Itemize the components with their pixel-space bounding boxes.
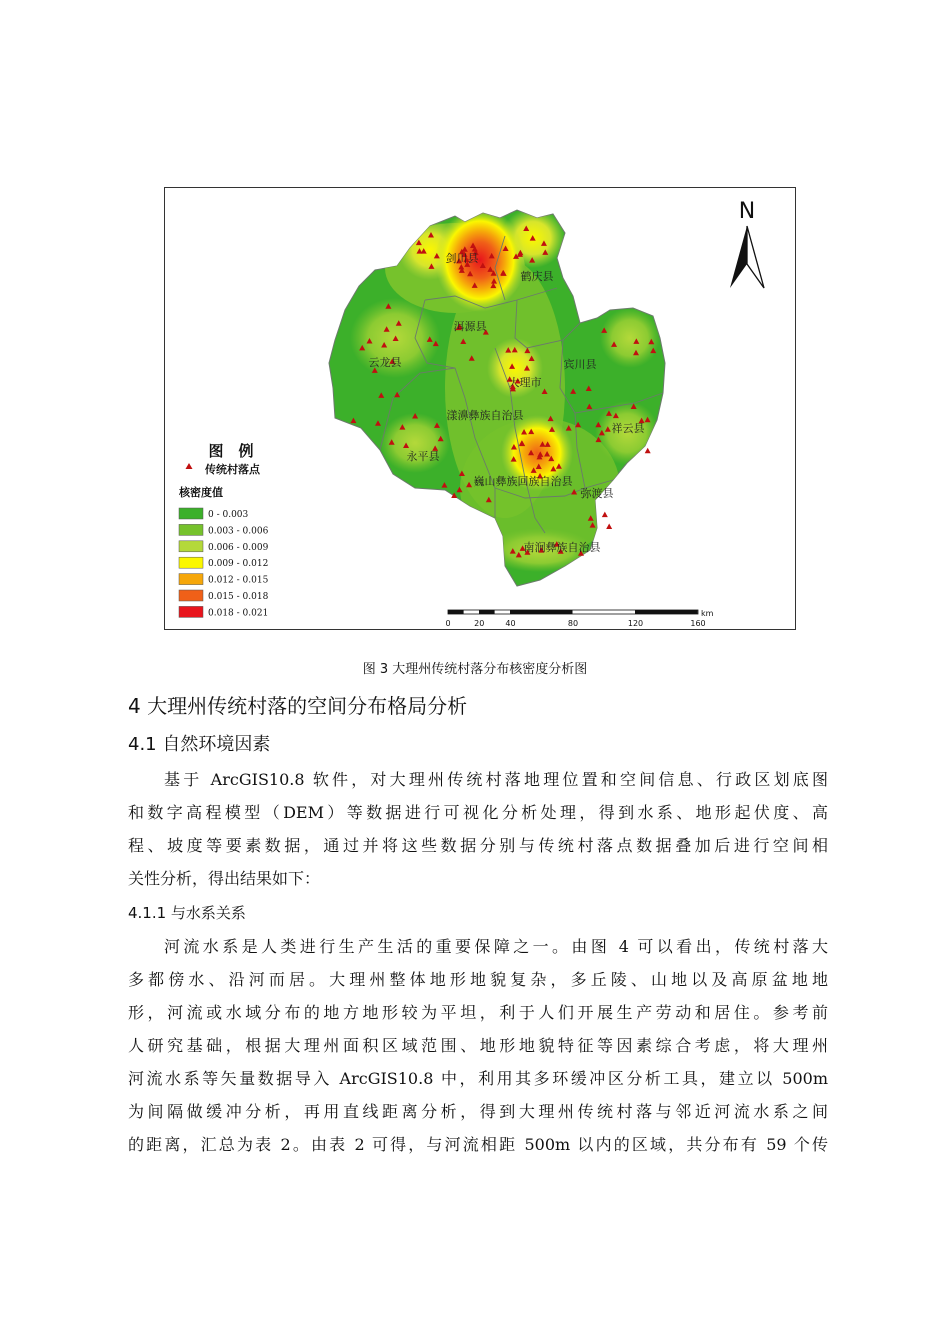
legend-title: 图 例 — [208, 442, 254, 460]
legend-class-label: 0.015 - 0.018 — [208, 592, 269, 602]
legend-swatch — [179, 590, 203, 601]
legend-class-label: 0.006 - 0.009 — [208, 542, 269, 553]
scale-bar — [445, 609, 713, 628]
county-label: 永平县 — [406, 450, 440, 463]
village-point — [606, 524, 612, 530]
text-line: 人研究基础，根据大理州面积区域范围、地形地貌特征等因素综合考虑，将大理州 — [128, 1036, 828, 1055]
text-line: 为间隔做缓冲分析，再用直线距离分析，得到大理州传统村落与邻近河流水系之间 — [128, 1102, 828, 1121]
figure-caption: 图 3 大理州传统村落分布核密度分析图 — [362, 662, 588, 677]
county-label: 云龙县 — [368, 356, 402, 369]
county-label: 宾川县 — [563, 358, 597, 371]
legend-swatch — [179, 574, 203, 585]
paragraph-2 — [128, 930, 828, 1161]
scale-tick-label: 0 — [445, 619, 451, 628]
legend-density-title: 核密度值 — [179, 486, 223, 499]
density-map-svg — [165, 188, 796, 630]
subsubsection-heading: 4.1.1 与水系关系 — [128, 904, 246, 922]
text-line: 多都傍水、沿河而居。大理州整体地形地貌复杂，多丘陵、山地以及高原盆地地 — [128, 970, 828, 989]
county-label: 漾濞彝族自治县 — [446, 409, 524, 422]
text-line: 河流水系等矢量数据导入 ArcGIS10.8 中，利用其多环缓冲区分析工具，建立以 500m — [128, 1069, 828, 1088]
legend-class-label: 0.012 - 0.015 — [208, 575, 269, 586]
legend-swatch — [179, 557, 203, 568]
legend-class-label: 0.003 - 0.006 — [208, 526, 269, 537]
scale-tick-label: 20 — [474, 619, 485, 628]
legend-class-label: 0.009 - 0.012 — [208, 559, 269, 570]
county-label: 南涧彝族自治县 — [523, 541, 601, 554]
scale-ticks — [445, 619, 705, 628]
scale-tick-label: 80 — [567, 619, 579, 628]
county-label: 鹤庆县 — [520, 270, 554, 283]
scale-tick-label: 160 — [690, 619, 706, 628]
text-line: 程、坡度等要素数据，通过并将这些数据分别与传统村落点数据叠加后进行空间相 — [128, 836, 828, 855]
village-point-symbol — [186, 463, 193, 469]
legend-class-label: 0 - 0.003 — [208, 510, 249, 520]
paragraph-1 — [128, 763, 828, 895]
legend-swatch — [179, 606, 203, 617]
county-label: 祥云县 — [611, 422, 645, 435]
text-line: 形，河流或水域分布的地方地形较为平坦，利于人们开展生产劳动和居住。参考前 — [128, 1003, 828, 1022]
county-label: 剑川县 — [445, 252, 479, 265]
text-line: 的距离，汇总为表 2。由表 2 可得，与河流相距 500m 以内的区域，共分布有 59 个传 — [128, 1135, 828, 1154]
text-line: 和数字高程模型（DEM）等数据进行可视化分析处理，得到水系、地形起伏度、高 — [128, 803, 828, 822]
village-point — [645, 448, 651, 454]
density-map-figure — [164, 187, 796, 630]
text-line: 基于 ArcGIS10.8 软件，对大理州传统村落地理位置和空间信息、行政区划底图 — [164, 770, 828, 789]
text-line: 河流水系是人类进行生产生活的重要保障之一。由图 4 可以看出，传统村落大 — [164, 937, 828, 956]
legend — [178, 442, 269, 618]
legend-swatch — [179, 524, 203, 535]
scale-tick-label: 120 — [627, 619, 644, 628]
scale-unit: km — [701, 609, 714, 618]
north-label: N — [738, 199, 756, 224]
section-heading: 4 大理州传统村落的空间分布格局分析 — [128, 694, 468, 718]
county-label: 巍山彝族回族自治县 — [473, 475, 573, 488]
county-label: 洱源县 — [453, 320, 487, 333]
legend-swatch — [179, 508, 203, 519]
legend-point-label: 传统村落点 — [205, 463, 260, 476]
north-arrow — [730, 199, 764, 288]
legend-class-label: 0.018 - 0.021 — [208, 608, 269, 619]
county-label: 弥渡县 — [580, 487, 614, 500]
legend-classes — [179, 508, 269, 618]
scale-tick-label: 40 — [505, 619, 516, 628]
county-label: 大理市 — [508, 376, 542, 389]
legend-swatch — [179, 541, 203, 552]
village-point — [602, 512, 608, 518]
text-line: 关性分析，得出结果如下： — [128, 869, 321, 888]
subsection-heading: 4.1 自然环境因素 — [128, 734, 271, 755]
